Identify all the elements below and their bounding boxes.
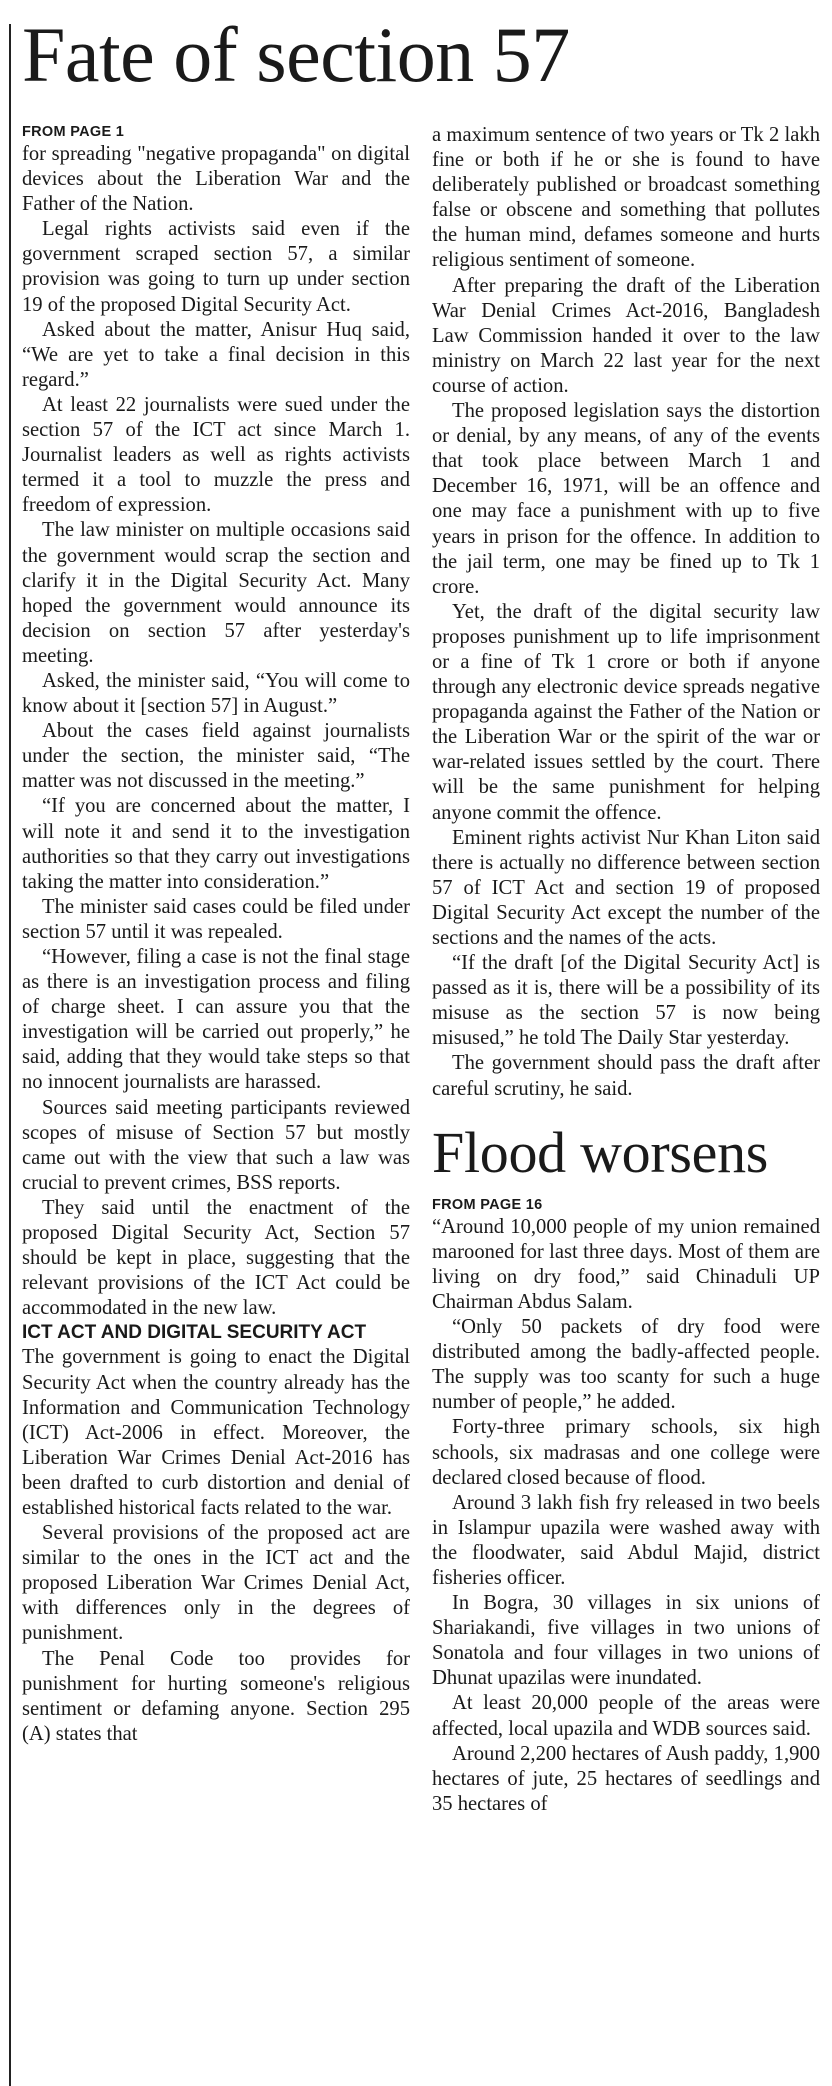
- article-paragraph: Legal rights activists said even if the government scraped section 57, a similar provision was going to turn up under section 19 of the proposed Digital Security Act.: [22, 218, 410, 316]
- right-column: [432, 123, 820, 1817]
- article-paragraph: a maximum sentence of two years or Tk 2 lakh fine or both if he or she is found to have deliberately published or broadcast something false or obscene and something that pollutes the human mind, defames someone and hurts religious sentiment of someone.: [432, 124, 820, 272]
- article-paragraph: After preparing the draft of the Liberation War Denial Crimes Act-2016, Bangladesh Law Commission handed it over to the law ministry on March 22 last year for the next course of action.: [432, 274, 820, 397]
- article-paragraph: “If the draft [of the Digital Security Act] is passed as it is, there will be a possibility of its misuse as the section 57 is now being misused,” he told The Daily Star yesterday.: [432, 952, 820, 1050]
- article-paragraph: At least 22 journalists were sued under the section 57 of the ICT act since March 1. Journalist leaders as well as rights activists termed it a tool to muzzle the press and freedom of expression.: [22, 393, 410, 517]
- left-column: [22, 123, 410, 1747]
- article-paragraph: The Penal Code too provides for punishment for hurting someone's religious sentiment or defaming anyone. Section 295 (A) states that: [22, 1647, 410, 1745]
- article-paragraph: Eminent rights activist Nur Khan Liton said there is actually no difference between section 57 of ICT Act and section 19 of proposed Digital Security Act except the number of the sections and the names of the acts.: [432, 826, 820, 949]
- article-paragraph: In Bogra, 30 villages in six unions of Shariakandi, five villages in two unions of Sonatola and four villages in two unions of Dhunat upazilas were inundated.: [432, 1592, 820, 1690]
- article-paragraph: Around 2,200 hectares of Aush paddy, 1,900 hectares of jute, 25 hectares of seedlings and 35 hectares of: [432, 1742, 820, 1815]
- article-paragraph: Sources said meeting participants reviewed scopes of misuse of Section 57 but mostly came out with the view that such a law was crucial to prevent crimes, BSS reports.: [22, 1096, 410, 1194]
- article-paragraph: for spreading "negative propaganda" on digital devices about the Liberation War and the Father of the Nation.: [22, 143, 410, 216]
- article-paragraph: The minister said cases could be filed under section 57 until it was repealed.: [22, 895, 410, 943]
- kicker-from-page-1: FROM PAGE 1: [22, 124, 125, 140]
- article-paragraph: “However, filing a case is not the final stage as there is an investigation process and filing of charge sheet. I can assure you that the investigation will be carried out properly,” he said, adding that they would take steps so that no innocent journalists are harassed.: [22, 946, 410, 1094]
- article-paragraph: “If you are concerned about the matter, I will note it and send it to the investigation authorities so that they carry out investigations taking the matter into consideration.”: [22, 795, 410, 893]
- headline-flood-worsens: Flood worsens: [432, 1119, 769, 1185]
- column-rule: [9, 24, 11, 2086]
- subhead-ict-act: ICT ACT AND DIGITAL SECURITY ACT: [22, 1322, 367, 1344]
- article-paragraph: About the cases field against journalists under the section, the minister said, “The matter was not discussed in the meeting.”: [22, 720, 410, 793]
- article-paragraph: The government is going to enact the Digital Security Act when the country already has the Information and Communication Technology (ICT) Act-2006 in effect. Moreover, the Liberation War Crimes Denial Act-2016 has been drafted to curb distortion and denial of established historical facts related to the war.: [22, 1346, 410, 1519]
- article-paragraph: Around 3 lakh fish fry released in two beels in Islampur upazila were washed away with the floodwater, said Abdul Majid, district fisheries officer.: [432, 1491, 820, 1589]
- article-paragraph: Forty-three primary schools, six high schools, six madrasas and one college were declared closed because of flood.: [432, 1416, 820, 1489]
- article-paragraph: Several provisions of the proposed act are similar to the ones in the ICT act and the proposed Liberation War Crimes Denial Act, with differences only in the degrees of punishment.: [22, 1522, 410, 1645]
- article-paragraph: The government should pass the draft after careful scrutiny, he said.: [432, 1052, 820, 1100]
- article-paragraph: Yet, the draft of the digital security law proposes punishment up to life imprisonment or a fine of Tk 1 crore or both if anyone through any electronic device spreads negative propaganda against the Father of the Nation or the Liberation War or the spirit of the war or war-related issues settled by the court. There will be the same punishment for helping anyone commit the offence.: [432, 600, 820, 824]
- article-paragraph: The proposed legislation says the distortion or denial, by any means, of any of the events that took place between March 1 and December 16, 1971, will be an offence and one may face a punishment with up to five years in prison for the offence. In addition to the jail term, one may be fined up to Tk 1 crore.: [432, 400, 820, 598]
- article-paragraph: Asked about the matter, Anisur Huq said, “We are yet to take a final decision in this regard.”: [22, 318, 410, 391]
- article-paragraph: The law minister on multiple occasions said the government would scrap the section and clarify it in the Digital Security Act. Many hoped the government would announce its decision on section 57 after yesterday's meeting.: [22, 519, 410, 667]
- article-paragraph: Asked, the minister said, “You will come to know about it [section 57] in August.”: [22, 669, 410, 718]
- article-paragraph: They said until the enactment of the proposed Digital Security Act, Section 57 should be kept in place, suggesting that the relevant provisions of the ICT Act could be accommodated in the new law.: [22, 1196, 410, 1320]
- article-paragraph: “Only 50 packets of dry food were distributed among the badly-affected people. The supply was too scanty for such a huge number of people,” he added.: [432, 1316, 820, 1414]
- kicker-from-page-16: FROM PAGE 16: [432, 1196, 543, 1213]
- article-paragraph: “Around 10,000 people of my union remained marooned for last three days. Most of them are living on dry food,” said Chinaduli UP Chairman Abdus Salam.: [432, 1215, 820, 1313]
- headline-fate-of-section-57: Fate of section 57: [22, 11, 570, 98]
- article-paragraph: At least 20,000 people of the areas were affected, local upazila and WDB sources said.: [432, 1692, 820, 1740]
